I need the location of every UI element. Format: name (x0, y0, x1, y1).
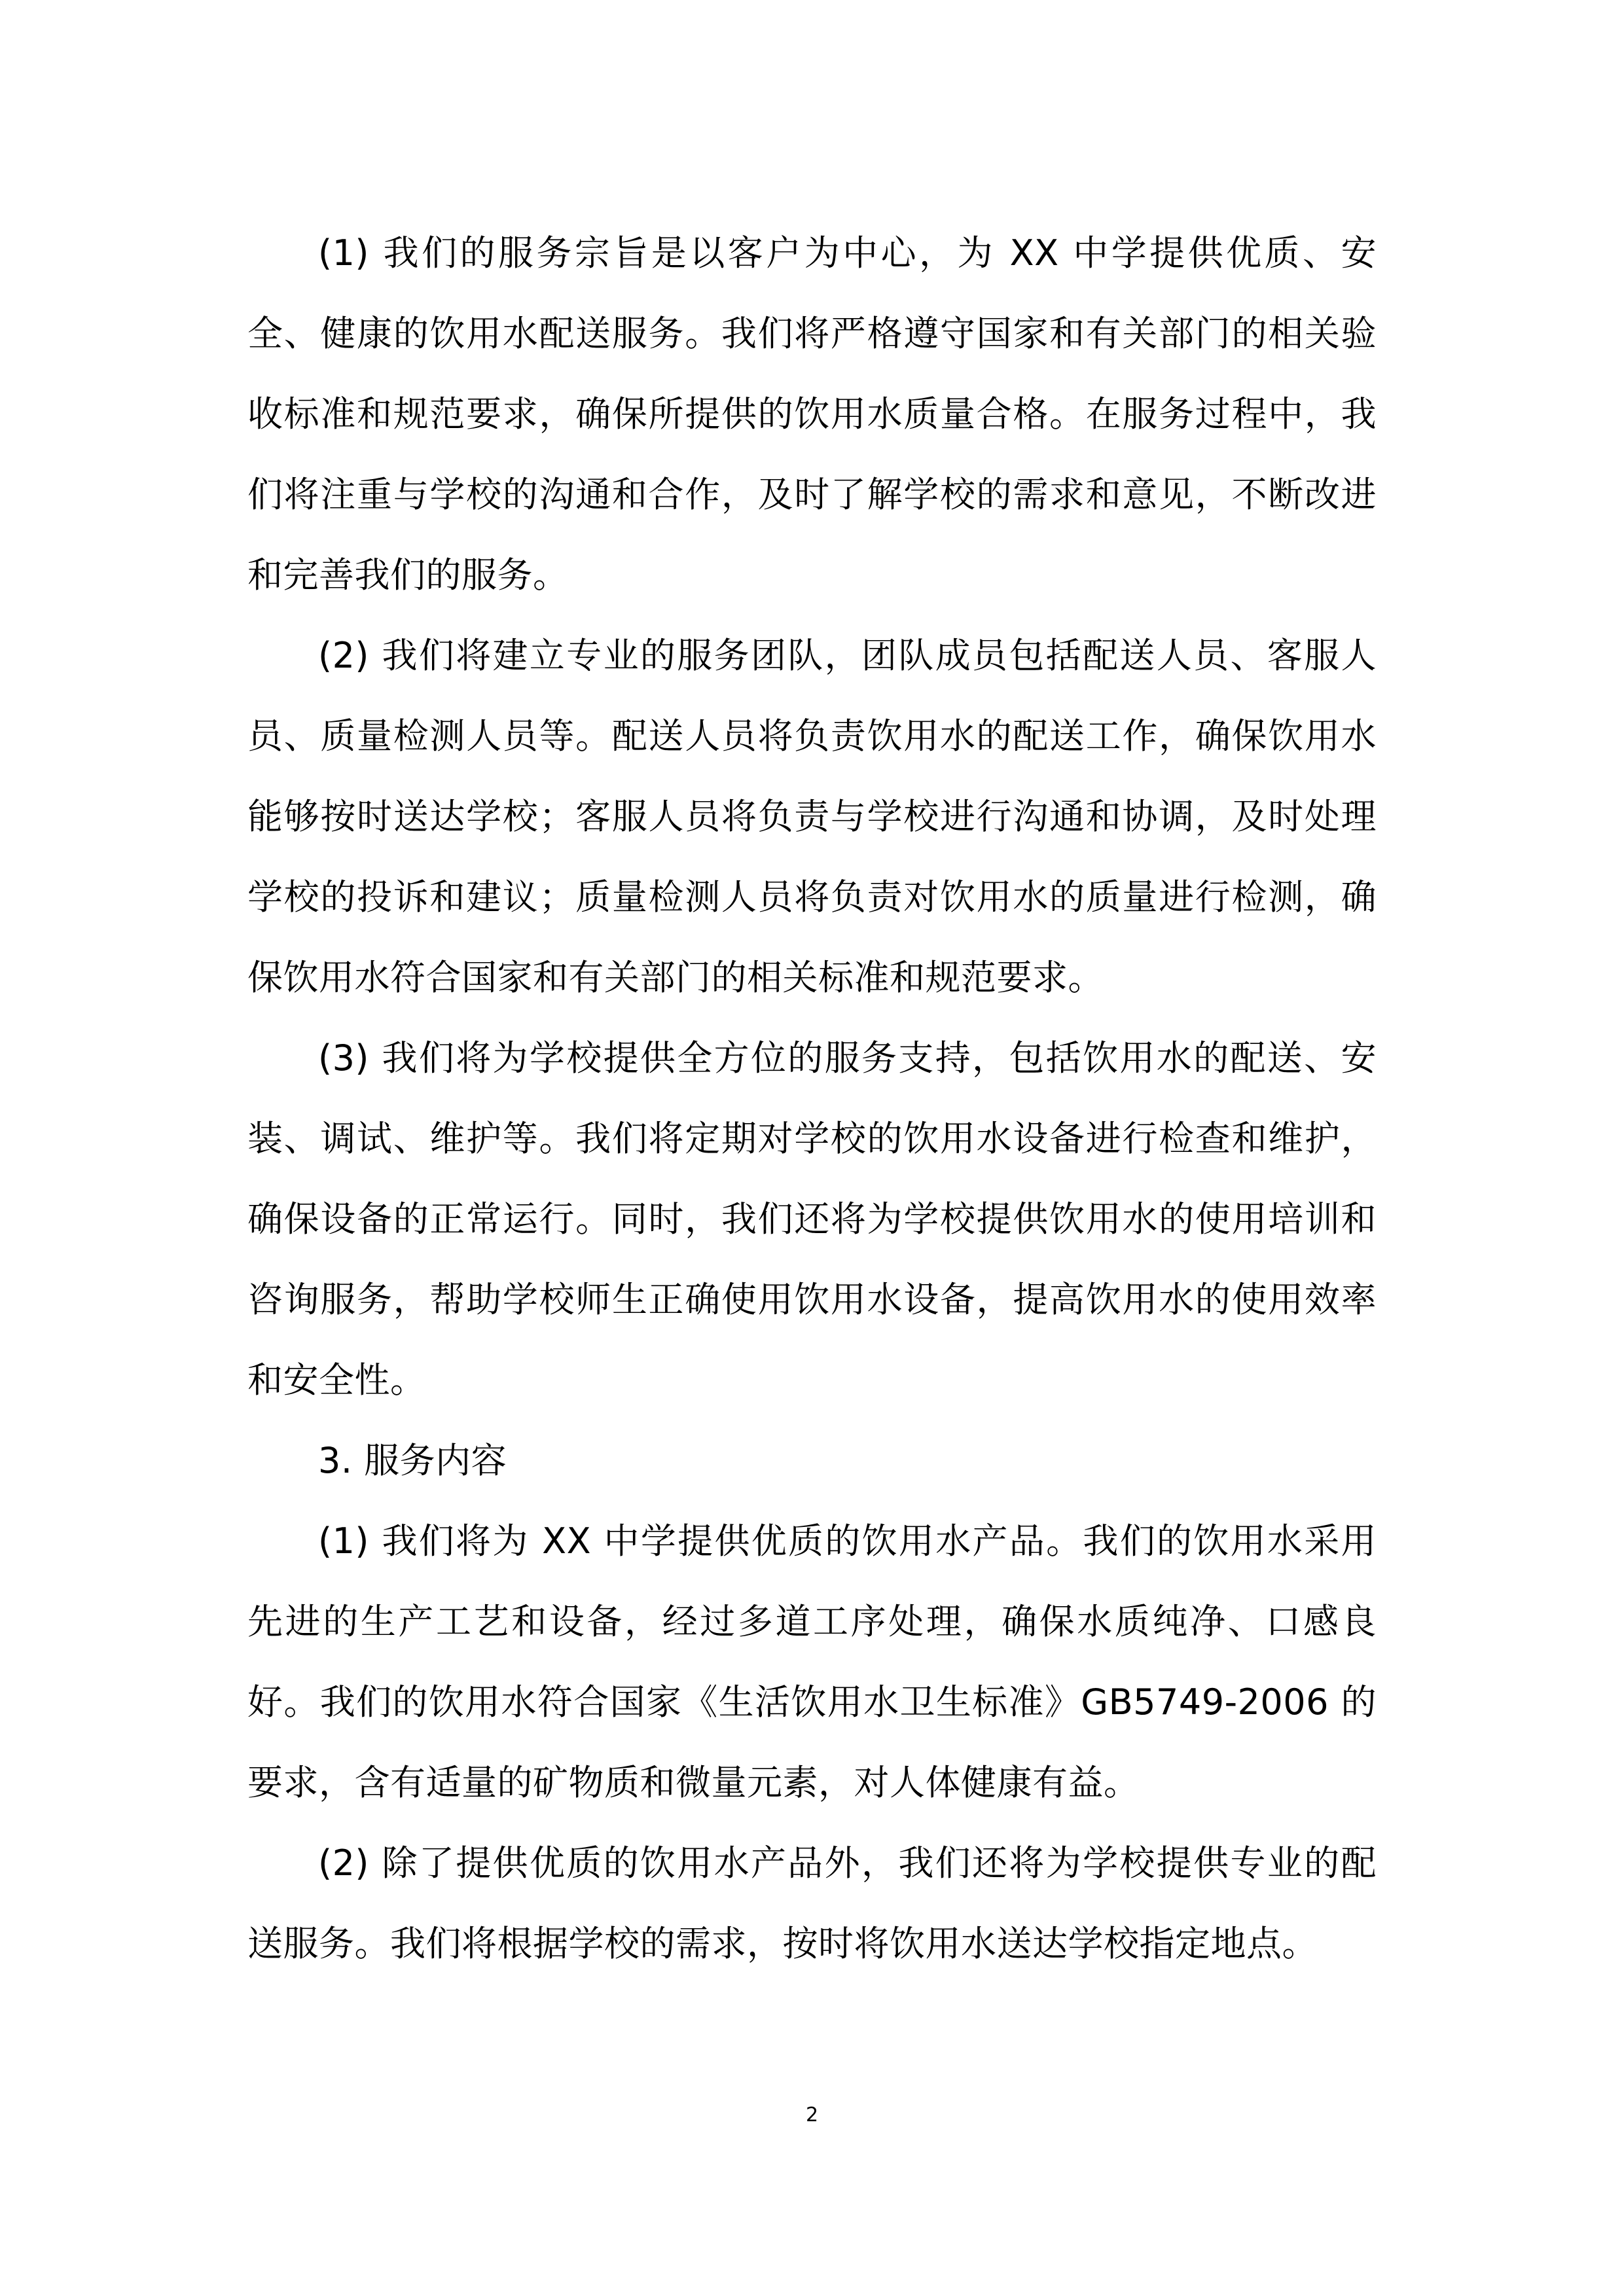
paragraph-delivery-service: (2) 除了提供优质的饮用水产品外，我们还将为学校提供专业的配送服务。我们将根据学校的需求，按时将饮用水送达学校指定地点。 (247, 1842, 1377, 1964)
paragraph-service-purpose: (1) 我们的服务宗旨是以客户为中心，为 XX 中学提供优质、安全、健康的饮用水配送服务。我们将严格遵守国家和有关部门的相关验收标准和规范要求，确保所提供的饮用水质量合格。在服务过程中，我们将注重与学校的沟通和合作，及时了解学校的需求和意见，不断改进和完善我们的服务。 (247, 232, 1377, 596)
paragraph-service-support: (3) 我们将为学校提供全方位的服务支持，包括饮用水的配送、安装、调试、维护等。我们将定期对学校的饮用水设备进行检查和维护，确保设备的正常运行。同时，我们还将为学校提供饮用水的使用培训和咨询服务，帮助学校师生正确使用饮用水设备，提高饮用水的使用效率和安全性。 (247, 1037, 1377, 1401)
page-number: 2 (805, 2104, 819, 2126)
document-body (247, 213, 1377, 1984)
section-heading-service-content: 3. 服务内容 (318, 1440, 507, 1481)
paragraph-service-team: (2) 我们将建立专业的服务团队，团队成员包括配送人员、客服人员、质量检测人员等。配送人员将负责饮用水的配送工作，确保饮用水能够按时送达学校；客服人员将负责与学校进行沟通和协调，及时处理学校的投诉和建议；质量检测人员将负责对饮用水的质量进行检测，确保饮用水符合国家和有关部门的相关标准和规范要求。 (247, 635, 1377, 998)
paragraph-water-product: (1) 我们将为 XX 中学提供优质的饮用水产品。我们的饮用水采用先进的生产工艺和设备，经过多道工序处理，确保水质纯净、口感良好。我们的饮用水符合国家《生活饮用水卫生标准》GB5749-2006 的要求，含有适量的矿物质和微量元素，对人体健康有益。 (247, 1520, 1377, 1803)
